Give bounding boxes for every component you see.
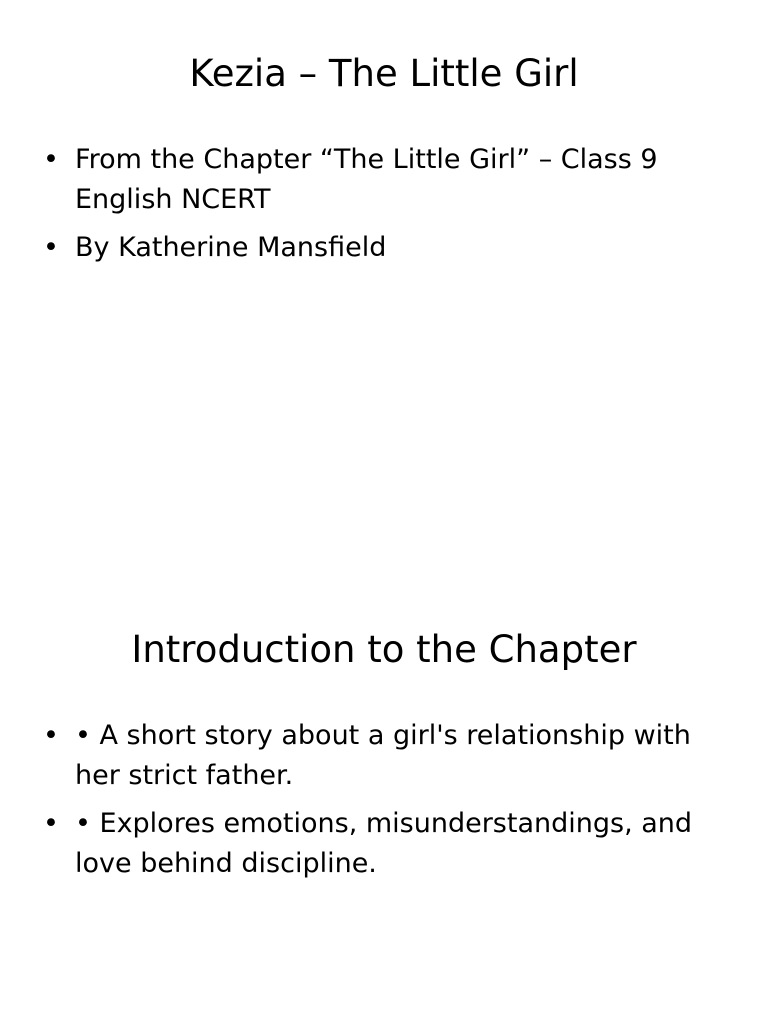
bullet-marker: • bbox=[43, 232, 59, 263]
bullet-list bbox=[0, 140, 700, 276]
bullet-item bbox=[43, 716, 720, 796]
bullet-list bbox=[0, 716, 720, 892]
slide-title: Introduction to the Chapter bbox=[131, 628, 637, 671]
bullet-text: • Explores emotions, misunderstandings, and love behind discipline. bbox=[75, 808, 693, 879]
bullet-item bbox=[43, 140, 700, 220]
bullet-marker: • bbox=[43, 720, 59, 751]
bullet-marker: • bbox=[43, 808, 59, 839]
bullet-item bbox=[43, 228, 700, 268]
slide-title: Kezia – The Little Girl bbox=[189, 52, 579, 95]
slide-2 bbox=[0, 576, 768, 1024]
bullet-item bbox=[43, 804, 720, 884]
bullet-text: From the Chapter “The Little Girl” – Class 9 English NCERT bbox=[75, 144, 658, 215]
bullet-marker: • bbox=[43, 144, 59, 175]
bullet-text: By Katherine Mansfield bbox=[75, 232, 387, 263]
bullet-text: • A short story about a girl's relationship with her strict father. bbox=[75, 720, 691, 791]
